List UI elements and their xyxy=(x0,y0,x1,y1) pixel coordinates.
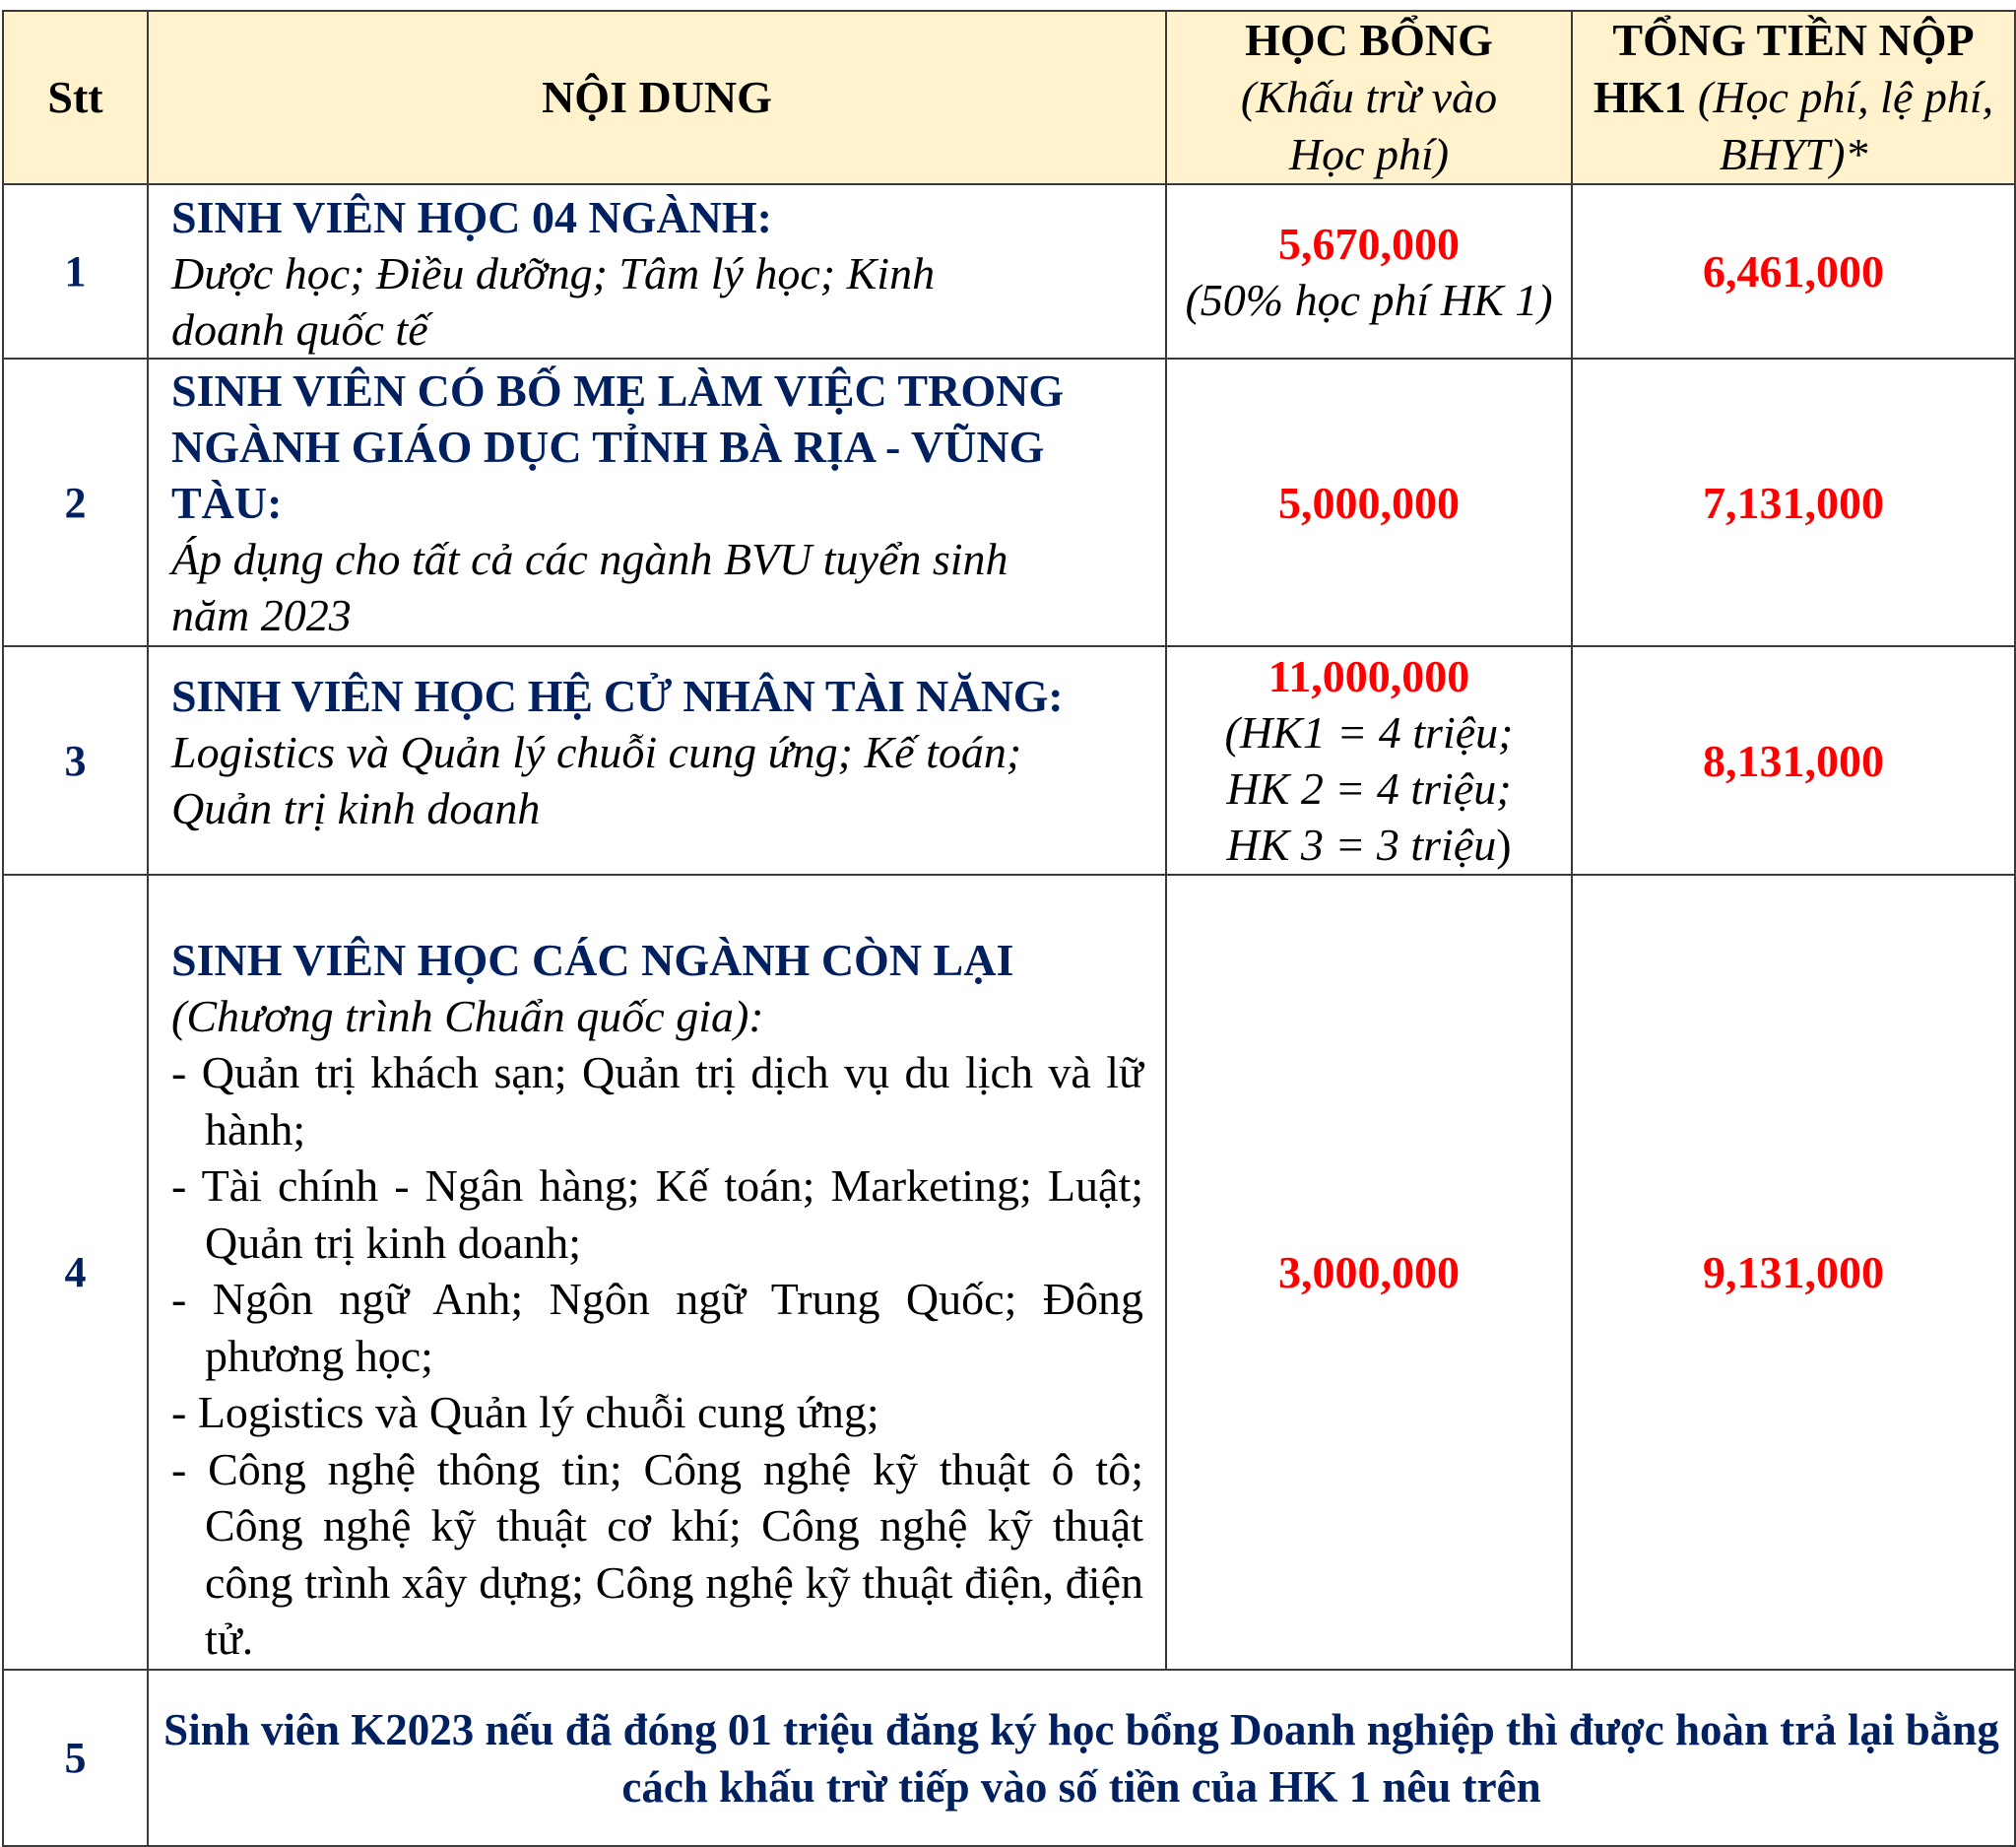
table-row xyxy=(3,646,2015,875)
row-stt: 2 xyxy=(3,359,148,646)
row-stt: 3 xyxy=(3,646,148,875)
scholarship-note-line: (HK1 = 4 triệu; xyxy=(1224,707,1514,758)
row-stt: 1 xyxy=(3,184,148,359)
scholarship-note: (50% học phí HK 1) xyxy=(1185,274,1553,325)
row-content xyxy=(148,646,1166,875)
row-note: Sinh viên K2023 nếu đã đóng 01 triệu đăng ký học bổng Doanh nghiệp thì được hoàn trả lại bằng cách khấu trừ tiếp vào số tiền của HK 1 nêu trên xyxy=(148,1670,2015,1846)
row-total: 8,131,000 xyxy=(1572,646,2015,875)
row-title: SINH VIÊN HỌC HỆ CỬ NHÂN TÀI NĂNG: xyxy=(171,670,1064,721)
row-desc: (Chương trình Chuẩn quốc gia): xyxy=(171,991,764,1042)
table-header-row xyxy=(3,11,2015,184)
row-total: 7,131,000 xyxy=(1572,359,2015,646)
header-scholarship xyxy=(1166,11,1572,184)
scholarship-note-line: HK 2 = 4 triệu; xyxy=(1226,763,1512,814)
row-desc: Logistics và Quản lý chuỗi cung ứng; Kế toán; Quản trị kinh doanh xyxy=(171,726,1022,833)
row-scholarship: 5,000,000 xyxy=(1166,359,1572,646)
row-title: SINH VIÊN HỌC CÁC NGÀNH CÒN LẠI xyxy=(171,935,1014,986)
header-total-sub: (Học phí, lệ phí, BHYT)* xyxy=(1697,72,1994,179)
scholarship-note-line xyxy=(1167,817,1571,873)
header-total-title: TỔNG TIỀN NỘP HK1 xyxy=(1593,15,1975,122)
list-item: - Quản trị khách sạn; Quản trị dịch vụ du lịch và lữ hành; xyxy=(171,1047,1143,1154)
row-stt: 5 xyxy=(3,1670,148,1846)
header-total xyxy=(1572,11,2015,184)
row-desc: Áp dụng cho tất cả các ngành BVU tuyển sinh năm 2023 xyxy=(171,533,1008,640)
scholarship-note-paren: ) xyxy=(1496,820,1512,870)
scholarship-note-text: HK 3 = 3 triệu xyxy=(1226,820,1497,870)
table-row xyxy=(3,1670,2015,1846)
scholarship-amount: 5,670,000 xyxy=(1278,218,1460,269)
table-row xyxy=(3,359,2015,646)
header-scholarship-title: HỌC BỔNG xyxy=(1245,15,1493,65)
list-item: - Ngôn ngữ Anh; Ngôn ngữ Trung Quốc; Đông phương học; xyxy=(171,1274,1143,1381)
row-title: SINH VIÊN CÓ BỐ MẸ LÀM VIỆC TRONG NGÀNH GIÁO DỤC TỈNH BÀ RỊA - VŨNG TÀU: xyxy=(171,364,1065,528)
majors-list xyxy=(171,1044,1143,1668)
header-stt: Stt xyxy=(3,11,148,184)
scholarship-table xyxy=(2,10,2016,1847)
header-content: NỘI DUNG xyxy=(148,11,1166,184)
list-item: - Công nghệ thông tin; Công nghệ kỹ thuật ô tô; Công nghệ kỹ thuật cơ khí; Công nghệ kỹ thuật công trình xây dựng; Công nghệ kỹ thuật điện, điện tử. xyxy=(171,1443,1143,1665)
row-stt: 4 xyxy=(3,875,148,1670)
scholarship-amount: 11,000,000 xyxy=(1268,651,1470,701)
table-row xyxy=(3,184,2015,359)
row-content xyxy=(148,359,1166,646)
table-row xyxy=(3,875,2015,1670)
header-scholarship-sub: (Khấu trừ vào Học phí) xyxy=(1240,72,1498,179)
row-scholarship: 3,000,000 xyxy=(1166,875,1572,1670)
row-title: SINH VIÊN HỌC 04 NGÀNH: xyxy=(171,192,772,242)
row-total: 9,131,000 xyxy=(1572,875,2015,1670)
list-item: - Tài chính - Ngân hàng; Kế toán; Marketing; Luật; Quản trị kinh doanh; xyxy=(171,1160,1143,1268)
row-total: 6,461,000 xyxy=(1572,184,2015,359)
row-content xyxy=(148,184,1166,359)
row-content xyxy=(148,875,1166,1670)
row-desc: Dược học; Điều dưỡng; Tâm lý học; Kinh doanh quốc tế xyxy=(171,248,936,355)
row-scholarship xyxy=(1166,184,1572,359)
row-scholarship xyxy=(1166,646,1572,875)
list-item: - Logistics và Quản lý chuỗi cung ứng; xyxy=(171,1387,879,1438)
